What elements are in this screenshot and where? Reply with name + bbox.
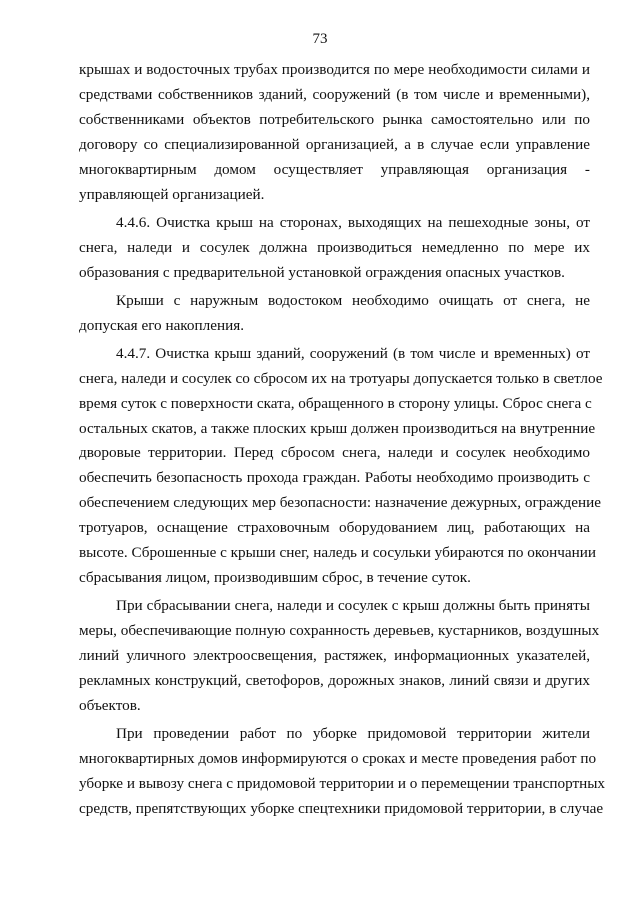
paragraph xyxy=(79,58,590,207)
text-line: 4.4.7. Очистка крыш зданий, сооружений (в том числе и временных) от xyxy=(116,344,590,362)
text-line: образования с предварительной установкой ограждения опасных участков. xyxy=(79,263,565,281)
paragraph xyxy=(79,211,590,286)
text-line: многоквартирным домом осуществляет управляющая организация - xyxy=(79,160,590,178)
text-line: снега, наледи и сосулек со сбросом их на тротуары допускается только в светлое xyxy=(79,369,603,387)
text-line: крышах и водосточных трубах производится по мере необходимости силами и xyxy=(79,61,590,78)
text-line: многоквартирных домов информируются о сроках и месте проведения работ по xyxy=(79,749,597,767)
text-line: тротуаров, оснащение страховочным оборудованием лиц, работающих на xyxy=(79,519,590,537)
paragraph xyxy=(79,289,590,339)
text-line: снега, наледи и сосулек должна производиться немедленно по мере их xyxy=(79,238,590,256)
document-body xyxy=(79,58,606,822)
text-line: допуская его накопления. xyxy=(79,316,244,334)
text-line: время суток с поверхности ската, обращенного в сторону улицы. Сброс снега с xyxy=(79,394,592,412)
text-line: дворовые территории. Перед сбросом снега, наледи и сосулек необходимо xyxy=(79,444,590,462)
text-line: собственниками объектов потребительского рынка самостоятельно или по xyxy=(79,110,590,128)
text-line: управляющей организацией. xyxy=(79,185,265,203)
text-line: договору со специализированной организацией, а в случае если управление xyxy=(79,135,590,153)
paragraph xyxy=(79,342,603,591)
page-number: 73 xyxy=(312,31,328,47)
text-line: Крыши с наружным водостоком необходимо очищать от снега, не xyxy=(116,291,590,309)
text-line: обеспечением следующих мер безопасности: назначение дежурных, ограждение xyxy=(79,494,602,512)
text-line: При проведении работ по уборке придомовой территории жители xyxy=(116,725,590,743)
paragraph xyxy=(79,594,600,719)
text-line: меры, обеспечивающие полную сохранность деревьев, кустарников, воздушных xyxy=(79,622,600,640)
text-line: высоте. Сброшенные с крыши снег, наледь и сосульки убираются по окончании xyxy=(79,544,596,562)
text-line: остальных скатов, а также плоских крыш должен производиться на внутренние xyxy=(79,419,596,437)
text-line: обеспечить безопасность прохода граждан. Работы необходимо производить с xyxy=(79,469,590,487)
text-line: объектов. xyxy=(79,696,141,714)
paragraph xyxy=(79,722,606,822)
text-line: средствами собственников зданий, сооружений (в том числе и временными), xyxy=(79,85,590,103)
text-line: При сбрасывании снега, наледи и сосулек с крыш должны быть приняты xyxy=(116,597,590,615)
text-line: рекламных конструкций, светофоров, дорожных знаков, линий связи и других xyxy=(79,671,590,689)
text-line: средств, препятствующих уборке спецтехники придомовой территории, в случае xyxy=(79,799,604,817)
text-line: 4.4.6. Очистка крыш на сторонах, выходящих на пешеходные зоны, от xyxy=(116,213,590,231)
text-line: уборке и вывозу снега с придомовой территории и о перемещении транспортных xyxy=(79,774,606,792)
text-line: линий уличного электроосвещения, растяжек, информационных указателей, xyxy=(79,647,590,665)
text-line: сбрасывания лицом, производившим сброс, в течение суток. xyxy=(79,569,471,587)
